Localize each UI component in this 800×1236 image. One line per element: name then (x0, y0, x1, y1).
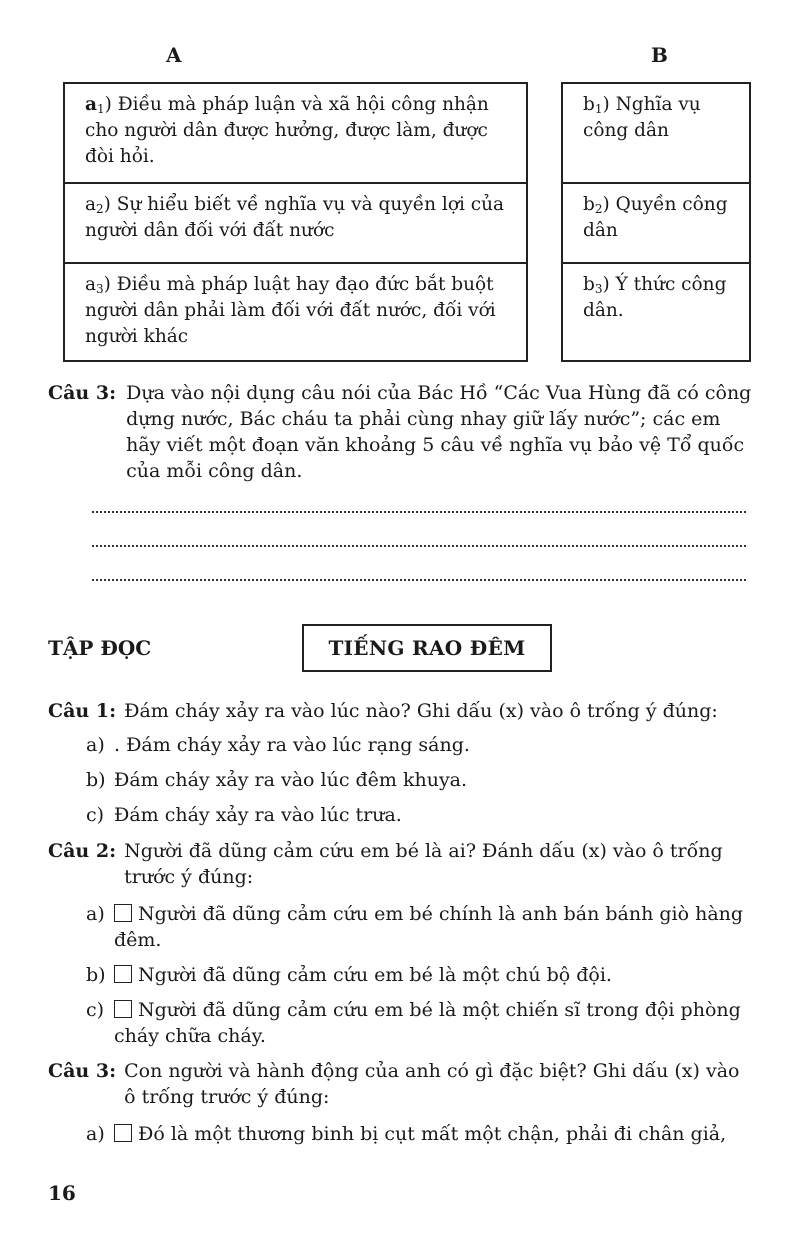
question-1 (48, 698, 756, 724)
option[interactable] (86, 802, 756, 828)
table-a-row: $a_2$) Sự hiểu biết về nghĩa vụ và quyền lợi của người dân đối với đất nước (64, 183, 527, 263)
checkbox[interactable] (114, 965, 132, 983)
table-a (63, 82, 528, 362)
question-3-top (48, 380, 756, 484)
option[interactable] (86, 767, 756, 793)
row-index: 3 (96, 282, 104, 296)
reading-title: TIẾNG RAO ĐÊM (302, 624, 552, 672)
option[interactable] (86, 962, 756, 988)
option-letter: b) (86, 964, 106, 986)
option-letter: c) (86, 804, 105, 826)
checkbox[interactable] (114, 904, 132, 922)
option[interactable] (86, 732, 756, 758)
row-index: 2 (594, 202, 603, 216)
table-b-text: ) Quyền công dân (583, 194, 728, 241)
table-a-text: ) Điều mà pháp luận và xã hội công nhận cho người dân được hưởng, được làm, được đòi hỏi. (85, 94, 489, 167)
table-b-row: $b_1$) Nghĩa vụ công dân (562, 83, 750, 183)
table-a-row: $a_3$) Điều mà pháp luật hay đạo đức bắt buột người dân phải làm đối với đất nước, đối với người khác (64, 263, 527, 361)
option-text: Đám cháy xảy ra vào lúc đêm khuya. (114, 769, 468, 791)
column-b-header: B (651, 43, 668, 67)
table-b (561, 82, 751, 362)
row-index: 1 (594, 102, 603, 116)
table-b-row: $b_2$) Quyền công dân (562, 183, 750, 263)
option[interactable] (86, 1121, 756, 1147)
page-number: 16 (48, 1181, 76, 1205)
question-label: Câu 3: (48, 382, 117, 404)
option-letter: a) (86, 734, 105, 756)
row-index: 2 (96, 202, 104, 216)
option-text: Đám cháy xảy ra vào lúc trưa. (114, 804, 402, 826)
table-a-text: ) Sự hiểu biết về nghĩa vụ và quyền lợi của người dân đối với đất nước (85, 194, 505, 241)
option-letter: a) (86, 1123, 105, 1145)
option-text: . Đám cháy xảy ra vào lúc rạng sáng. (114, 734, 470, 756)
checkbox[interactable] (114, 1000, 132, 1018)
answer-line[interactable] (92, 579, 746, 581)
table-b-text: ) Nghĩa vụ công dân (583, 94, 701, 141)
option-text: Người đã dũng cảm cứu em bé chính là anh bán bánh giò hàng đêm. (114, 903, 744, 951)
question-label: Câu 2: (48, 840, 117, 862)
checkbox[interactable] (114, 1124, 132, 1142)
question-label: Câu 1: (48, 700, 117, 722)
option-letter: b) (86, 769, 106, 791)
question-3 (48, 1058, 756, 1110)
answer-line[interactable] (92, 545, 746, 547)
question-text: Đám cháy xảy ra vào lúc nào? Ghi dấu (x) vào ô trống ý đúng: (124, 700, 718, 722)
answer-line[interactable] (92, 511, 746, 513)
option[interactable] (86, 901, 756, 953)
question-text: Con người và hành động của anh có gì đặc biệt? Ghi dấu (x) vào ô trống trước ý đúng: (124, 1060, 740, 1108)
question-text: Người đã dũng cảm cứu em bé là ai? Đánh dấu (x) vào ô trống trước ý đúng: (124, 840, 723, 888)
option-text: Người đã dũng cảm cứu em bé là một chiến sĩ trong đội phòng cháy chữa cháy. (114, 999, 741, 1047)
table-a-text: ) Điều mà pháp luật hay đạo đức bắt buột người dân phải làm đối với đất nước, đối với người khác (85, 274, 496, 347)
question-label: Câu 3: (48, 1060, 117, 1082)
option-text: Người đã dũng cảm cứu em bé là một chú bộ đội. (138, 964, 612, 986)
table-b-row: $b_3$) Ý thức công dân. (562, 263, 750, 361)
question-2 (48, 838, 756, 890)
option[interactable] (86, 997, 756, 1049)
option-text: Đó là một thương binh bị cụt mất một chận, phải đi chân giả, (138, 1123, 727, 1145)
section-label: TẬP ĐỌC (48, 636, 152, 660)
column-a-header: A (166, 43, 182, 67)
table-a-row: $a_1$) Điều mà pháp luận và xã hội công nhận cho người dân được hưởng, được làm, được đòi hỏi. (64, 83, 527, 183)
option-letter: c) (86, 999, 105, 1021)
table-b-text: ) Ý thức công dân. (583, 274, 727, 321)
option-letter: a) (86, 903, 105, 925)
question-text: Dựa vào nội dụng câu nói của Bác Hồ “Các Vua Hùng đã có công dựng nước, Bác cháu ta phải cùng nhay giữ lấy nước”; các em hãy viết một đoạn văn khoảng 5 câu về nghĩa vụ bảo vệ Tổ quốc của mỗi công dân. (126, 382, 752, 482)
row-index: 1 (97, 102, 105, 116)
row-index: 3 (594, 282, 603, 296)
